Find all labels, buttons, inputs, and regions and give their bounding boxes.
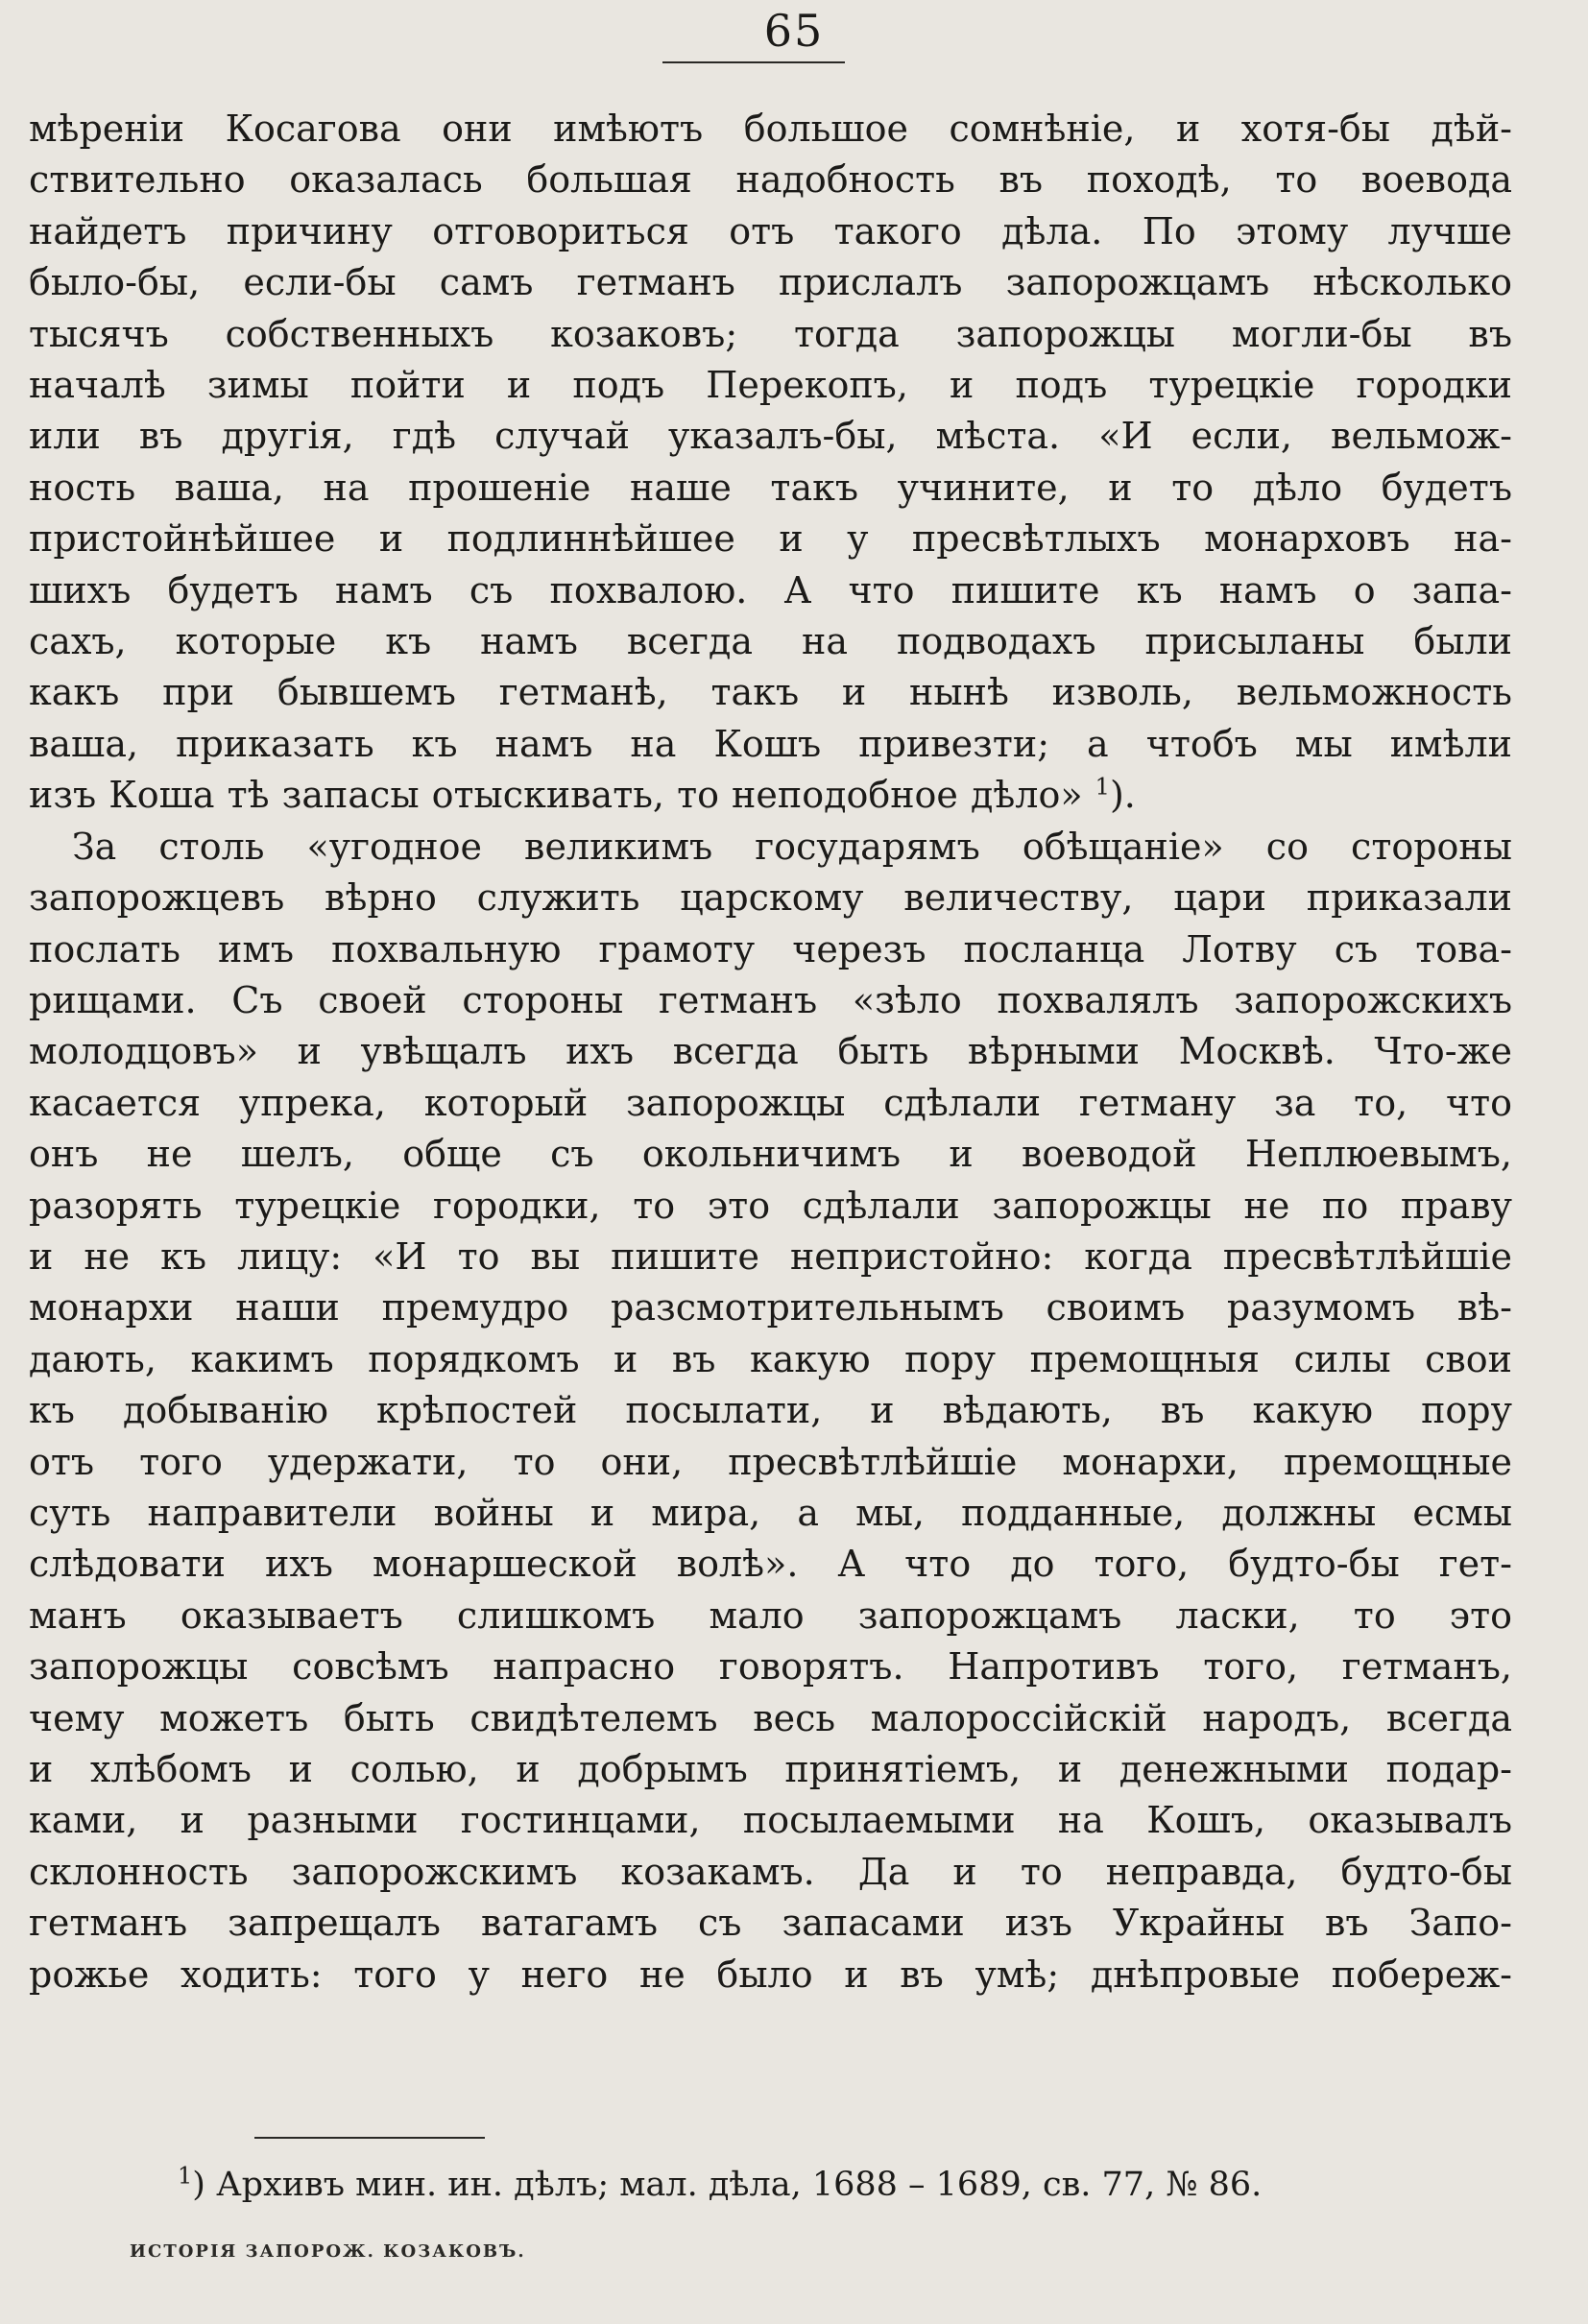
text-line: чему можетъ быть свидѣтелемъ весь малороссійскій народъ, всегда — [29, 1696, 1512, 1739]
footnote-reference-close: ). — [1109, 774, 1136, 817]
text-line: мѣреніи Косагова они имѣютъ большое сомнѣніе, и хотя-бы дѣй- — [29, 108, 1512, 150]
printer-signature: ИСТОРІЯ ЗАПОРОЖ. КОЗАКОВЪ. — [130, 2241, 526, 2262]
text-line: и не къ лицу: «И то вы пишите непристойно: когда пресвѣтлѣйшіе — [29, 1234, 1512, 1278]
text-line: тысячъ собственныхъ козаковъ; тогда запорожцы могли-бы въ — [29, 312, 1512, 355]
text-line: запорожцевъ вѣрно служить царскому величеству, цари приказали — [29, 876, 1512, 920]
text-line: шихъ будетъ намъ съ похвалою. А что пишите къ намъ о запа- — [29, 568, 1512, 611]
footnote — [178, 2164, 1262, 2206]
footnote-text: Архивъ мин. ин. дѣлъ; мал. дѣла, 1688 – 1689, св. 77, № 86. — [205, 2166, 1263, 2204]
text-line: ность ваша, на прошеніе наше такъ учините, и то дѣло будетъ — [29, 466, 1512, 509]
main-text — [29, 104, 1512, 2001]
text-line: пристойнѣйшее и подлиннѣйшее и у пресвѣтлыхъ монарховъ на- — [29, 517, 1512, 561]
text-line: слѣдовати ихъ монаршеской волѣ». А что до того, будто-бы гет- — [29, 1543, 1512, 1586]
text-line: рищами. Съ своей стороны гетманъ «зѣло похвалялъ запорожскихъ — [29, 978, 1512, 1021]
page-number: 65 — [763, 5, 825, 57]
text-line-paragraph-start: За столь «угодное великимъ государямъ обѣщаніе» со стороны — [72, 825, 1512, 868]
text-line: или въ другія, гдѣ случай указалъ-бы, мѣста. «И если, вельмож- — [29, 415, 1512, 458]
text-line: дають, какимъ порядкомъ и въ какую пору премощныя силы свои — [29, 1337, 1512, 1380]
text-line: ствительно оказалась большая надобность въ походѣ, то воевода — [29, 158, 1512, 202]
text-line: рожье ходить: того у него не было и въ умѣ; днѣпровые побереж- — [29, 1953, 1512, 1996]
text-line: суть направители войны и мира, а мы, подданные, должны есмы — [29, 1491, 1512, 1534]
text-line: сахъ, которые къ намъ всегда на подводахъ присыланы были — [29, 620, 1512, 663]
header-rule — [662, 61, 845, 63]
text-line: монархи наши премудро разсмотрительнымъ своимъ разумомъ вѣ- — [29, 1286, 1512, 1330]
text-line: ками, и разными гостинцами, посылаемыми на Кошъ, оказывалъ — [29, 1799, 1512, 1842]
footnote-marker-paren: ) — [192, 2166, 205, 2204]
text-line: онъ не шелъ, обще съ окольничимъ и воеводой Неплюевымъ, — [29, 1133, 1512, 1176]
text-line: началѣ зимы пойти и подъ Перекопъ, и подъ турецкіе городки — [29, 364, 1512, 407]
text-line: молодцовъ» и увѣщалъ ихъ всегда быть вѣрными Москвѣ. Что-же — [29, 1030, 1512, 1073]
text-line: послать имъ похвальную грамоту черезъ посланца Лотву съ това- — [29, 927, 1512, 970]
text-line: манъ оказываетъ слишкомъ мало запорожцамъ ласки, то это — [29, 1593, 1512, 1637]
footnote-rule — [254, 2137, 485, 2139]
text-line: касается упрека, который запорожцы сдѣлали гетману за то, что — [29, 1081, 1512, 1124]
text-line: найдетъ причину отговориться отъ такого дѣла. По этому лучше — [29, 209, 1512, 252]
text-line: гетманъ запрещалъ ватагамъ съ запасами изъ Украйны въ Запо- — [29, 1902, 1512, 1945]
text-line: ваша, приказать къ намъ на Кошъ привезти; а чтобъ мы имѣли — [29, 722, 1512, 765]
text-line-content: изъ Коша тѣ запасы отыскивать, то неподобное дѣло» — [29, 774, 1095, 817]
footnote-marker: 1 — [178, 2162, 193, 2190]
text-line: запорожцы совсѣмъ напрасно говорятъ. Напротивъ того, гетманъ, — [29, 1645, 1512, 1689]
text-line: отъ того удержати, то они, пресвѣтлѣйшіе монархи, премощные — [29, 1440, 1512, 1483]
footnote-reference: 1 — [1095, 773, 1110, 801]
text-line: было-бы, если-бы самъ гетманъ прислалъ запорожцамъ нѣсколько — [29, 261, 1512, 304]
text-line: склонность запорожскимъ козакамъ. Да и то неправда, будто-бы — [29, 1850, 1512, 1893]
text-line: къ добыванію крѣпостей посылати, и вѣдають, въ какую пору — [29, 1389, 1512, 1432]
text-line: и хлѣбомъ и солью, и добрымъ принятіемъ, и денежными подар- — [29, 1748, 1512, 1790]
text-line-paragraph-end — [29, 770, 1512, 821]
text-line: разорять турецкіе городки, то это сдѣлали запорожцы не по праву — [29, 1184, 1512, 1227]
text-line: какъ при бывшемъ гетманѣ, такъ и нынѣ изволь, вельможность — [29, 671, 1512, 714]
